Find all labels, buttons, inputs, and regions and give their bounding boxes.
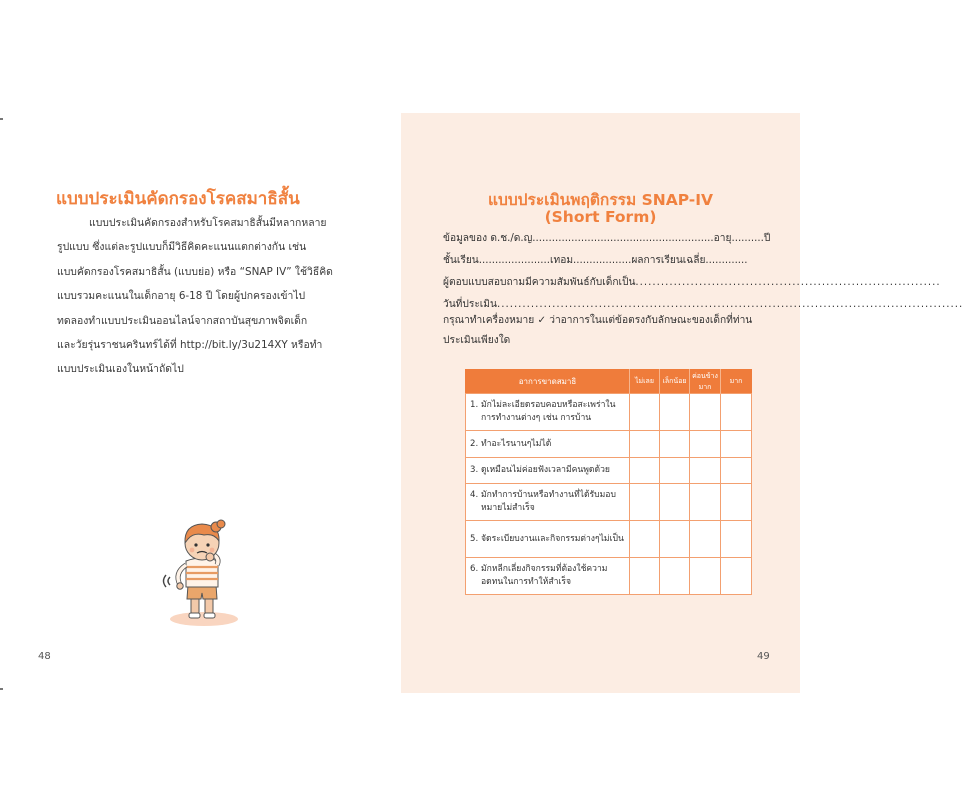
symptom-cell <box>466 484 630 521</box>
class-info-text: ชั้นเรียน......................เทอม..................ผลการเรียนเฉลี่ย............. <box>443 255 748 266</box>
table-row <box>466 558 752 595</box>
crop-mark <box>0 688 3 690</box>
body-line: รูปแบบ ซึ่งแต่ละรูปแบบก็มีวิธีคิดคะแนนแตกต่างกัน เช่น <box>57 241 307 254</box>
table-row <box>466 431 752 458</box>
rating-cell[interactable] <box>660 558 690 595</box>
instruction-text: กรุณาทำเครื่องหมาย ✓ ว่าอาการในแต่ข้อตรงกับลักษณะของเด็กที่ท่านประเมินเพียงใด <box>443 315 753 346</box>
rating-cell[interactable] <box>690 521 721 558</box>
symptom-cell <box>466 431 630 458</box>
symptom-text: มักหลีกเลี่ยงกิจกรรมที่ต้องใช้ความอดทนในการทำให้สำเร็จ <box>481 564 608 587</box>
left-page <box>0 113 401 693</box>
rating-cell[interactable] <box>630 458 660 484</box>
rating-cell[interactable] <box>721 458 752 484</box>
header-quite-a-lot: ค่อนข้างมาก <box>690 370 721 394</box>
table-row <box>466 394 752 431</box>
rating-cell[interactable] <box>630 558 660 595</box>
rating-cell[interactable] <box>660 458 690 484</box>
row-number: 4. <box>470 490 479 500</box>
rating-cell[interactable] <box>630 521 660 558</box>
relationship-blank: ........................................................................ <box>635 277 941 288</box>
symptom-text: จัดระเบียบงานและกิจกรรมต่างๆไม่เป็น <box>481 533 624 544</box>
rating-cell[interactable] <box>721 394 752 431</box>
table-row <box>466 521 752 558</box>
symptom-cell <box>466 521 630 558</box>
rating-cell[interactable] <box>660 394 690 431</box>
rating-cell[interactable] <box>630 484 660 521</box>
symptom-rating-table <box>465 369 752 595</box>
rating-cell[interactable] <box>630 394 660 431</box>
page-number-left: 48 <box>38 651 51 662</box>
row-number: 6. <box>470 564 479 574</box>
rating-cell[interactable] <box>721 431 752 458</box>
rating-cell[interactable] <box>721 521 752 558</box>
rating-cell[interactable] <box>660 484 690 521</box>
rating-cell[interactable] <box>660 521 690 558</box>
header-slightly: เล็กน้อย <box>660 370 690 394</box>
left-page-body <box>57 211 363 382</box>
row-number: 5. <box>470 533 479 544</box>
relationship-line <box>443 272 941 294</box>
left-page-title: แบบประเมินคัดกรองโรคสมาธิสั้น <box>56 189 300 209</box>
table-header-row <box>466 370 752 394</box>
child-info-line <box>443 228 771 250</box>
body-line: และวัยรุ่นราชนครินทร์ได้ที่ http://bit.ly/3u214XY หรือทำ <box>57 339 323 352</box>
rating-cell[interactable] <box>690 431 721 458</box>
rating-cell[interactable] <box>721 484 752 521</box>
row-number: 3. <box>470 465 479 475</box>
body-line: แบบรวมคะแนนในเด็กอายุ 6-18 ปี โดยผู้ปกครองเข้าไป <box>57 290 306 303</box>
symptom-text: ดูเหมือนไม่ค่อยฟังเวลามีคนพูดด้วย <box>481 465 610 475</box>
rating-cell[interactable] <box>630 431 660 458</box>
header-very-much: มาก <box>721 370 752 394</box>
crop-mark <box>0 118 3 120</box>
date-blank: .............................................................................................................. <box>496 299 963 310</box>
form-subtitle: (Short Form) <box>544 208 657 226</box>
child-info-text: ข้อมูลของ ด.ช./ด.ญ........................................................อายุ..........ปี <box>443 233 771 244</box>
symptom-text: ทำอะไรนานๆไม่ได้ <box>481 438 552 449</box>
row-number: 1. <box>470 400 479 410</box>
symptom-text: มักไม่ละเอียดรอบคอบหรือสะเพร่าในการทำงานต่างๆ เช่น การบ้าน <box>481 400 616 423</box>
symptom-cell <box>466 458 630 484</box>
rating-cell[interactable] <box>690 458 721 484</box>
row-number: 2. <box>470 438 479 449</box>
symptom-text: มักทำการบ้านหรือทำงานที่ได้รับมอบหมายไม่สำเร็จ <box>481 490 616 513</box>
body-line: แบบประเมินคัดกรองสำหรับโรคสมาธิสั้นมีหลากหลาย <box>89 217 327 229</box>
symptom-cell <box>466 394 630 431</box>
header-symptom: อาการขาดสมาธิ <box>466 370 630 394</box>
page-number-right: 49 <box>757 651 770 662</box>
rating-cell[interactable] <box>690 394 721 431</box>
date-label: วันที่ประเมิน <box>443 299 497 310</box>
form-title: แบบประเมินพฤติกรรม SNAP-IV <box>488 191 713 209</box>
rating-cell[interactable] <box>660 431 690 458</box>
respondent-info <box>443 228 963 316</box>
right-page <box>401 113 963 693</box>
rating-cell[interactable] <box>690 558 721 595</box>
header-not-at-all: ไม่เลย <box>630 370 660 394</box>
symptom-cell <box>466 558 630 595</box>
body-line: แบบประเมินเองในหน้าถัดไป <box>57 363 184 376</box>
body-line: แบบคัดกรองโรคสมาธิสั้น (แบบย่อ) หรือ “SNAP IV” ใช้วิธีคิด <box>57 265 333 278</box>
rating-cell[interactable] <box>721 558 752 595</box>
class-info-line <box>443 250 758 272</box>
worried-child-illustration <box>160 515 250 627</box>
body-line: ทดลองทำแบบประเมินออนไลน์จากสถาบันสุขภาพจิตเด็ก <box>57 314 308 327</box>
relationship-label: ผู้ตอบแบบสอบถามมีความสัมพันธ์กับเด็กเป็น <box>443 277 636 288</box>
table-row <box>466 484 752 521</box>
rating-cell[interactable] <box>690 484 721 521</box>
table-row <box>466 458 752 484</box>
